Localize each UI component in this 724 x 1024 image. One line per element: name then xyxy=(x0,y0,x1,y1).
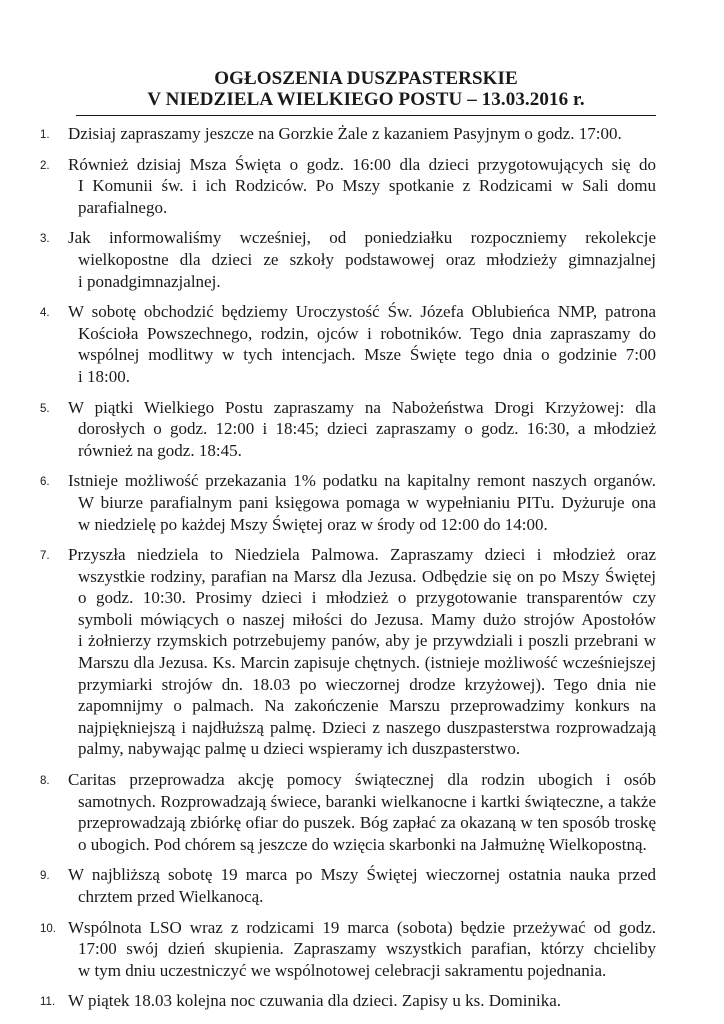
document-title: OGŁOSZENIA DUSZPASTERSKIE xyxy=(214,68,518,89)
item-number: 8. xyxy=(40,775,50,788)
item-text-line: o ubogich. Pod chórem są jeszcze do wzięcia skarbonki na Jałmużnę Wielkopostną. xyxy=(78,834,647,854)
item-text xyxy=(69,990,656,1012)
item-text-line: przeprowadzają zbiórkę ofiar do puszek. Bóg zapłać za okazaną w ten sposób troskę xyxy=(78,813,656,833)
item-text-line: najpiękniejszą i najdłuższą palmę. Dzieci z naszego duszpasterstwa rozprowadzają xyxy=(78,717,656,737)
item-text-line: wielkopostne dla dzieci ze szkoły podstawowej oraz młodzieży gimnazjalnej xyxy=(78,249,656,269)
item-text xyxy=(69,917,656,982)
item-text-line: dorosłych o godz. 12:00 i 18:45; dzieci zapraszamy o godz. 16:30, a młodzież xyxy=(78,419,656,439)
item-text-line: I Komunii św. i ich Rodziców. Po Mszy spotkanie z Rodzicami w Sali domu xyxy=(78,176,656,196)
item-number: 9. xyxy=(40,870,50,883)
announcement-item xyxy=(40,470,656,535)
item-text xyxy=(69,301,656,387)
item-text-line: i żołnierzy rzymskich potrzebujemy panów, aby je przywdziali i poszli przebrani w xyxy=(78,631,656,651)
item-number: 6. xyxy=(40,476,50,489)
item-number: 7. xyxy=(40,550,50,563)
document-header xyxy=(76,68,656,110)
item-number: 11. xyxy=(40,996,56,1009)
item-text-line: Przyszła niedziela to Niedziela Palmowa. Zapraszamy dzieci i młodzież oraz xyxy=(68,545,656,565)
item-text xyxy=(69,769,656,855)
item-text xyxy=(69,864,656,907)
item-text-line: w niedzielę po każdej Mszy Świętej oraz w środy od 12:00 do 14:00. xyxy=(78,514,548,534)
item-text-line: Dzisiaj zapraszamy jeszcze na Gorzkie Żale z kazaniem Pasyjnym o godz. 17:00. xyxy=(68,124,622,143)
item-text-line: W sobotę obchodzić będziemy Uroczystość Św. Józefa Oblubieńca NMP, patrona xyxy=(68,302,656,322)
item-text xyxy=(69,123,656,145)
item-text-line: zapomnijmy o palmach. Na zakończenie Marszu przeprowadzimy konkurs na xyxy=(78,696,656,716)
item-text-line: W najbliższą sobotę 19 marca po Mszy Świętej wieczornej ostatnia nauka przed xyxy=(68,865,656,885)
item-text-line: Jak informowaliśmy wcześniej, od poniedziałku rozpoczniemy rekolekcje xyxy=(68,228,656,248)
announcement-item xyxy=(40,769,656,855)
announcement-item xyxy=(40,917,656,982)
item-text-line: wspólnej modlitwy w tych intencjach. Msze Święte tego dnia o godzinie 7:00 xyxy=(78,345,656,365)
item-text xyxy=(69,227,656,292)
item-text-line: przymiarki strojów dn. 18.03 po wieczornej drodze krzyżowej). Tego dnia nie xyxy=(78,674,656,694)
item-text xyxy=(69,397,656,462)
item-text-line: o godz. 10:30. Prosimy dzieci i młodzież o przygotowanie transparentów czy xyxy=(78,588,656,608)
item-text-line: Również dzisiaj Msza Święta o godz. 16:00 dla dzieci przygotowujących się do xyxy=(68,154,656,174)
item-text-line: i 18:00. xyxy=(78,366,130,386)
item-text-line: symboli mówiących o naszej miłości do Jezusa. Mamy dużo strojów Apostołów xyxy=(78,609,656,629)
announcement-item xyxy=(40,990,656,1012)
item-text-line: W piątki Wielkiego Postu zapraszamy na Nabożeństwa Drogi Krzyżowej: dla xyxy=(68,397,656,417)
announcement-item xyxy=(40,154,656,219)
announcement-item xyxy=(40,301,656,387)
item-text-line: Kościoła Powszechnego, rodzin, ojców i robotników. Tego dnia zapraszamy do xyxy=(78,323,656,343)
item-text-line: wszystkie rodziny, parafian na Marsz dla Jezusa. Odbędzie się on po Mszy Świętej xyxy=(78,566,656,586)
announcement-item xyxy=(40,544,656,760)
announcement-item xyxy=(40,397,656,462)
item-text-line: Istnieje możliwość przekazania 1% podatku na kapitalny remont naszych organów. xyxy=(68,471,656,491)
item-text-line: i ponadgimnazjalnej. xyxy=(78,271,221,291)
announcement-item xyxy=(40,227,656,292)
item-text-line: również na godz. 18:45. xyxy=(78,440,242,460)
item-text xyxy=(69,154,656,219)
item-text-line: Marszu dla Jezusa. Ks. Marcin zapisuje chętnych. (istnieje możliwość wcześniejszej xyxy=(78,653,656,673)
announcement-list xyxy=(40,123,656,1021)
item-text-line: samotnych. Rozprowadzają świece, baranki wielkanocne i kartki świąteczne, a także xyxy=(78,791,656,811)
item-number: 2. xyxy=(40,159,50,172)
item-text-line: w tym dniu uczestniczyć we wspólnotowej celebracji sakramentu pojednania. xyxy=(78,960,607,980)
item-text-line: W piątek 18.03 kolejna noc czuwania dla dzieci. Zapisy u ks. Dominika. xyxy=(68,991,562,1011)
item-number: 1. xyxy=(40,129,50,141)
item-text xyxy=(69,470,656,535)
item-text-line: 17:00 swój dzień skupienia. Zapraszamy wszystkich parafian, którzy chcieliby xyxy=(78,939,656,959)
item-number: 10. xyxy=(40,922,56,935)
document-subtitle: V NIEDZIELA WIELKIEGO POSTU – 13.03.2016 r. xyxy=(147,89,585,110)
item-text-line: palmy, nabywając palmę u dzieci wspieramy ich duszpasterstwo. xyxy=(78,739,521,759)
item-text-line: chrztem przed Wielkanocą. xyxy=(78,887,264,906)
announcement-item xyxy=(40,864,656,907)
item-text-line: W biurze parafialnym pani księgowa pomaga w wypełnianiu PITu. Dyżuruje ona xyxy=(78,492,656,512)
item-text-line: Caritas przeprowadza akcję pomocy świątecznej dla rodzin ubogich i osób xyxy=(68,770,656,790)
item-text-line: parafialnego. xyxy=(78,197,168,217)
item-text xyxy=(69,544,656,760)
header-underline xyxy=(76,115,656,116)
announcement-item xyxy=(40,123,656,145)
item-number: 3. xyxy=(40,233,50,246)
item-number: 5. xyxy=(40,402,50,415)
item-number: 4. xyxy=(40,307,50,320)
item-text-line: Wspólnota LSO wraz z rodzicami 19 marca (sobota) będzie przeżywać od godz. xyxy=(68,917,656,937)
